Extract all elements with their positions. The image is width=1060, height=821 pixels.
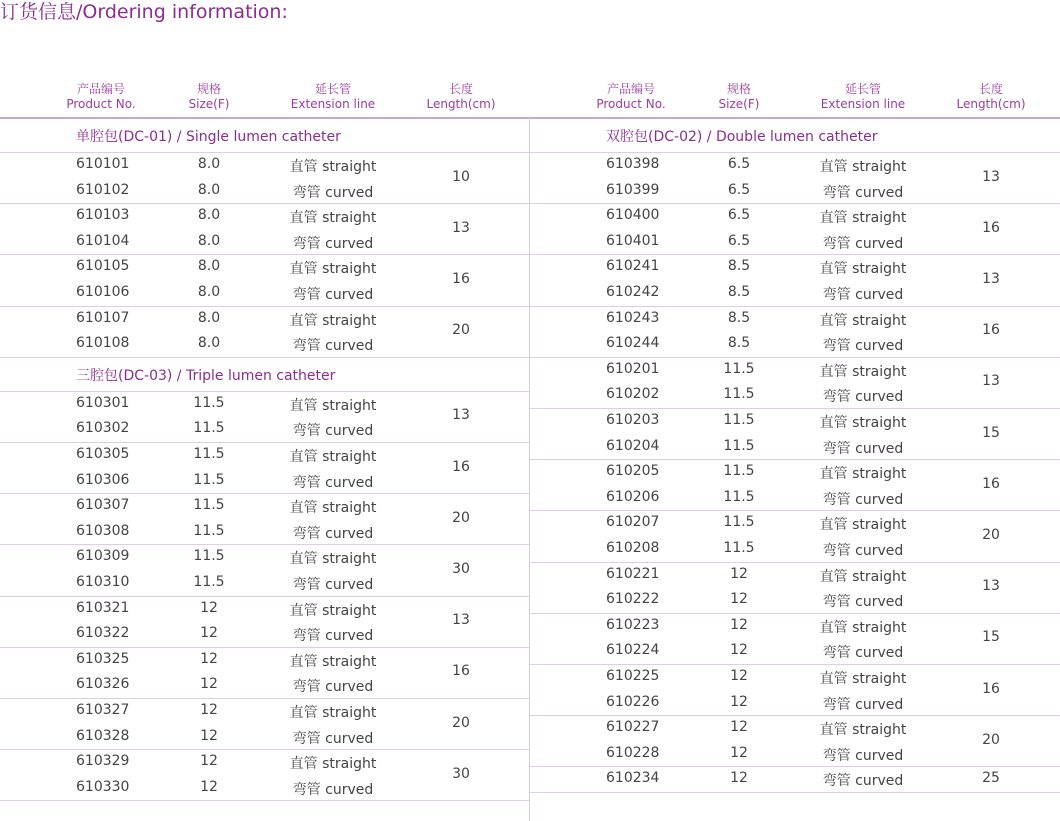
column-header-no bbox=[66, 82, 135, 112]
row-separator bbox=[0, 357, 529, 358]
row-separator bbox=[0, 306, 529, 307]
extension-line: 弯管 curved bbox=[292, 781, 374, 798]
size-value: 8.5 bbox=[727, 284, 751, 300]
extension-line: 弯管 curved bbox=[292, 525, 374, 542]
length-value: 30 bbox=[452, 765, 470, 782]
column-header-en: Product No. bbox=[596, 97, 666, 111]
page-title: 订货信息/Ordering information: bbox=[0, 1, 288, 23]
size-value: 8.5 bbox=[727, 309, 751, 326]
length-value: 20 bbox=[452, 714, 470, 731]
extension-line: 弯管 curved bbox=[822, 338, 904, 355]
left-table bbox=[0, 0, 529, 821]
row-separator bbox=[0, 203, 529, 204]
extension-line: 直管 straight bbox=[819, 210, 907, 227]
product-number: 610310 bbox=[76, 574, 130, 590]
extension-line: 弯管 curved bbox=[822, 594, 904, 611]
size-value: 11.5 bbox=[723, 386, 755, 403]
row-separator bbox=[0, 800, 529, 801]
size-value: 8.5 bbox=[727, 335, 751, 352]
size-value: 11.5 bbox=[723, 412, 755, 428]
size-value: 6.5 bbox=[727, 156, 751, 172]
column-header-cn: 产品编号 bbox=[76, 82, 125, 96]
row-separator bbox=[0, 254, 529, 255]
length-value: 13 bbox=[982, 373, 1000, 390]
size-value: 8.0 bbox=[197, 207, 221, 224]
product-number: 610101 bbox=[76, 156, 130, 172]
length-value: 16 bbox=[452, 271, 470, 287]
row-separator bbox=[530, 357, 1060, 358]
size-value: 11.5 bbox=[723, 540, 755, 556]
extension-line: 直管 straight bbox=[819, 722, 907, 739]
size-value: 8.0 bbox=[197, 309, 221, 326]
group-separator bbox=[0, 391, 529, 392]
row-separator bbox=[530, 664, 1060, 665]
extension-line: 弯管 curved bbox=[822, 773, 904, 790]
product-number: 610321 bbox=[76, 599, 130, 616]
column-header-en: Size(F) bbox=[718, 97, 760, 111]
extension-line: 弯管 curved bbox=[292, 730, 374, 747]
extension-line: 弯管 curved bbox=[292, 338, 374, 355]
row-separator bbox=[530, 562, 1060, 563]
extension-line: 弯管 curved bbox=[822, 491, 904, 508]
column-header-cn: 产品编号 bbox=[606, 82, 655, 96]
extension-line: 直管 straight bbox=[819, 312, 907, 329]
size-value: 6.5 bbox=[727, 232, 751, 249]
product-number: 610222 bbox=[606, 591, 660, 608]
product-number: 610306 bbox=[76, 471, 130, 488]
column-header-cn: 长度 bbox=[978, 82, 1004, 96]
column-header-en: Length(cm) bbox=[956, 97, 1026, 111]
size-value: 8.0 bbox=[197, 284, 221, 300]
product-number: 610105 bbox=[76, 258, 130, 275]
extension-line: 直管 straight bbox=[289, 159, 377, 175]
row-separator bbox=[530, 766, 1060, 767]
row-separator bbox=[530, 510, 1060, 511]
size-value: 11.5 bbox=[193, 446, 225, 462]
column-header-cn: 长度 bbox=[448, 82, 474, 96]
row-separator bbox=[530, 613, 1060, 614]
product-number: 610227 bbox=[606, 719, 660, 736]
product-number: 610201 bbox=[606, 360, 660, 377]
product-number: 610103 bbox=[76, 207, 130, 224]
product-number: 610401 bbox=[606, 232, 660, 249]
product-number: 610327 bbox=[76, 702, 130, 718]
row-separator bbox=[530, 306, 1060, 307]
column-header-len bbox=[956, 82, 1025, 112]
row-separator bbox=[0, 596, 529, 597]
extension-line: 直管 straight bbox=[819, 568, 907, 585]
size-value: 12 bbox=[200, 599, 218, 616]
column-header-en: Extension line bbox=[290, 97, 376, 111]
column-header-cn: 规格 bbox=[726, 82, 751, 96]
row-separator bbox=[0, 698, 529, 699]
column-header-no bbox=[596, 82, 665, 112]
extension-line: 直管 straight bbox=[819, 363, 907, 380]
size-value: 11.5 bbox=[193, 497, 225, 514]
size-value: 6.5 bbox=[727, 207, 751, 224]
length-value: 13 bbox=[982, 271, 1000, 287]
row-separator bbox=[0, 647, 529, 648]
right-table bbox=[530, 0, 1059, 821]
size-value: 12 bbox=[730, 744, 748, 761]
size-value: 11.5 bbox=[193, 548, 225, 565]
product-number: 610204 bbox=[606, 437, 660, 454]
column-header-len bbox=[426, 82, 495, 112]
extension-line: 弯管 curved bbox=[822, 184, 904, 201]
row-separator bbox=[0, 749, 529, 750]
product-number: 610301 bbox=[76, 394, 130, 411]
column-header-cn: 规格 bbox=[196, 82, 221, 96]
size-value: 12 bbox=[730, 642, 748, 659]
header-divider bbox=[0, 117, 1060, 119]
length-value: 16 bbox=[452, 458, 470, 475]
length-value: 20 bbox=[452, 509, 470, 526]
size-value: 12 bbox=[200, 753, 218, 770]
size-value: 12 bbox=[730, 565, 748, 582]
extension-line: 直管 straight bbox=[289, 261, 377, 278]
size-value: 11.5 bbox=[723, 437, 755, 454]
size-value: 12 bbox=[200, 702, 218, 718]
row-separator bbox=[530, 203, 1060, 204]
extension-line: 弯管 curved bbox=[292, 474, 374, 491]
size-value: 12 bbox=[200, 625, 218, 642]
extension-line: 弯管 curved bbox=[292, 287, 374, 303]
extension-line: 直管 straight bbox=[819, 466, 907, 483]
extension-line: 弯管 curved bbox=[292, 577, 374, 593]
product-number: 610202 bbox=[606, 386, 660, 403]
length-value: 16 bbox=[982, 219, 1000, 236]
column-header-size bbox=[719, 82, 760, 112]
length-value: 13 bbox=[452, 612, 470, 629]
row-separator bbox=[0, 442, 529, 443]
group-title: 双腔包(DC-02) / Double lumen catheter bbox=[606, 129, 878, 145]
product-number: 610307 bbox=[76, 497, 130, 514]
size-value: 11.5 bbox=[193, 394, 225, 411]
extension-line: 弯管 curved bbox=[822, 645, 904, 662]
length-value: 13 bbox=[452, 407, 470, 424]
size-value: 12 bbox=[730, 693, 748, 710]
size-value: 8.0 bbox=[197, 335, 221, 352]
product-number: 610328 bbox=[76, 727, 130, 744]
extension-line: 直管 straight bbox=[289, 602, 377, 619]
product-number: 610309 bbox=[76, 548, 130, 565]
length-value: 16 bbox=[982, 322, 1000, 339]
column-header-en: Length(cm) bbox=[426, 97, 496, 111]
column-header-cn: 延长管 bbox=[314, 82, 352, 96]
product-number: 610244 bbox=[606, 335, 660, 352]
product-number: 610241 bbox=[606, 258, 660, 275]
extension-line: 直管 straight bbox=[819, 159, 907, 175]
row-separator bbox=[530, 792, 1060, 793]
product-number: 610208 bbox=[606, 540, 660, 556]
length-value: 13 bbox=[982, 168, 1000, 185]
extension-line: 直管 straight bbox=[289, 449, 377, 465]
row-separator bbox=[0, 493, 529, 494]
extension-line: 直管 straight bbox=[819, 671, 907, 687]
size-value: 11.5 bbox=[723, 360, 755, 377]
group-title: 单腔包(DC-01) / Single lumen catheter bbox=[76, 129, 341, 145]
row-separator bbox=[530, 408, 1060, 409]
size-value: 8.0 bbox=[197, 156, 221, 172]
size-value: 11.5 bbox=[193, 471, 225, 488]
product-number: 610234 bbox=[606, 770, 660, 787]
size-value: 11.5 bbox=[193, 522, 225, 539]
extension-line: 弯管 curved bbox=[292, 184, 374, 201]
column-header-en: Product No. bbox=[66, 97, 136, 111]
extension-line: 弯管 curved bbox=[292, 679, 374, 696]
product-number: 610206 bbox=[606, 488, 660, 505]
product-number: 610228 bbox=[606, 744, 660, 761]
extension-line: 弯管 curved bbox=[292, 235, 374, 252]
extension-line: 弯管 curved bbox=[822, 235, 904, 252]
product-number: 610102 bbox=[76, 181, 130, 198]
extension-line: 弯管 curved bbox=[822, 287, 904, 303]
size-value: 12 bbox=[730, 616, 748, 633]
size-value: 8.5 bbox=[727, 258, 751, 275]
length-value: 16 bbox=[452, 663, 470, 680]
column-divider bbox=[529, 118, 530, 821]
size-value: 12 bbox=[730, 591, 748, 608]
product-number: 610326 bbox=[76, 676, 130, 693]
size-value: 12 bbox=[730, 770, 748, 787]
row-separator bbox=[0, 544, 529, 545]
length-value: 10 bbox=[452, 168, 470, 185]
group-title: 三腔包(DC-03) / Triple lumen catheter bbox=[76, 367, 336, 384]
product-number: 610329 bbox=[76, 753, 130, 770]
extension-line: 直管 straight bbox=[289, 756, 377, 773]
length-value: 20 bbox=[452, 322, 470, 339]
extension-line: 弯管 curved bbox=[292, 423, 374, 440]
product-number: 610302 bbox=[76, 420, 130, 437]
product-number: 610224 bbox=[606, 642, 660, 659]
product-number: 610203 bbox=[606, 412, 660, 428]
product-number: 610107 bbox=[76, 309, 130, 326]
length-value: 15 bbox=[982, 629, 1000, 646]
extension-line: 弯管 curved bbox=[822, 696, 904, 713]
product-number: 610398 bbox=[606, 156, 660, 172]
extension-line: 直管 straight bbox=[289, 551, 377, 568]
product-number: 610225 bbox=[606, 668, 660, 684]
product-number: 610106 bbox=[76, 284, 130, 300]
size-value: 12 bbox=[730, 719, 748, 736]
column-header-en: Extension line bbox=[820, 97, 906, 111]
size-value: 8.0 bbox=[197, 258, 221, 275]
product-number: 610205 bbox=[606, 463, 660, 480]
extension-line: 直管 straight bbox=[819, 517, 907, 534]
extension-line: 直管 straight bbox=[289, 210, 377, 227]
size-value: 11.5 bbox=[193, 574, 225, 590]
extension-line: 直管 straight bbox=[289, 705, 377, 721]
product-number: 610242 bbox=[606, 284, 660, 300]
size-value: 12 bbox=[200, 650, 218, 667]
extension-line: 弯管 curved bbox=[822, 389, 904, 406]
column-header-size bbox=[189, 82, 230, 112]
product-number: 610104 bbox=[76, 232, 130, 249]
extension-line: 弯管 curved bbox=[822, 440, 904, 457]
size-value: 12 bbox=[730, 668, 748, 684]
product-number: 610322 bbox=[76, 625, 130, 642]
extension-line: 弯管 curved bbox=[822, 543, 904, 559]
group-separator bbox=[530, 152, 1060, 153]
size-value: 12 bbox=[200, 676, 218, 693]
size-value: 11.5 bbox=[723, 514, 755, 531]
product-number: 610226 bbox=[606, 693, 660, 710]
column-header-en: Size(F) bbox=[188, 97, 230, 111]
product-number: 610325 bbox=[76, 650, 130, 667]
product-number: 610308 bbox=[76, 522, 130, 539]
length-value: 16 bbox=[982, 475, 1000, 492]
product-number: 610223 bbox=[606, 616, 660, 633]
size-value: 11.5 bbox=[723, 463, 755, 480]
extension-line: 弯管 curved bbox=[292, 628, 374, 645]
size-value: 8.0 bbox=[197, 232, 221, 249]
product-number: 610330 bbox=[76, 778, 130, 795]
extension-line: 直管 straight bbox=[289, 397, 377, 414]
product-number: 610221 bbox=[606, 565, 660, 582]
product-number: 610400 bbox=[606, 207, 660, 224]
row-separator bbox=[530, 715, 1060, 716]
size-value: 6.5 bbox=[727, 181, 751, 198]
size-value: 11.5 bbox=[193, 420, 225, 437]
size-value: 11.5 bbox=[723, 488, 755, 505]
product-number: 610108 bbox=[76, 335, 130, 352]
length-value: 16 bbox=[982, 680, 1000, 697]
extension-line: 直管 straight bbox=[289, 500, 377, 517]
column-header-cn: 延长管 bbox=[844, 82, 882, 96]
size-value: 12 bbox=[200, 778, 218, 795]
size-value: 8.0 bbox=[197, 181, 221, 198]
extension-line: 直管 straight bbox=[819, 415, 907, 431]
length-value: 20 bbox=[982, 527, 1000, 543]
column-header-ext bbox=[821, 82, 905, 112]
length-value: 15 bbox=[982, 424, 1000, 441]
extension-line: 直管 straight bbox=[289, 653, 377, 670]
extension-line: 直管 straight bbox=[819, 619, 907, 636]
product-number: 610399 bbox=[606, 181, 660, 198]
extension-line: 直管 straight bbox=[289, 312, 377, 329]
length-value: 20 bbox=[982, 731, 1000, 748]
column-header-ext bbox=[291, 82, 375, 112]
extension-line: 弯管 curved bbox=[822, 747, 904, 764]
row-separator bbox=[530, 459, 1060, 460]
product-number: 610243 bbox=[606, 309, 660, 326]
size-value: 12 bbox=[200, 727, 218, 744]
extension-line: 直管 straight bbox=[819, 261, 907, 278]
product-number: 610305 bbox=[76, 446, 130, 462]
length-value: 25 bbox=[982, 770, 1000, 787]
group-separator bbox=[0, 152, 529, 153]
length-value: 30 bbox=[452, 561, 470, 577]
row-separator bbox=[530, 254, 1060, 255]
product-number: 610207 bbox=[606, 514, 660, 531]
length-value: 13 bbox=[452, 219, 470, 236]
length-value: 13 bbox=[982, 578, 1000, 595]
